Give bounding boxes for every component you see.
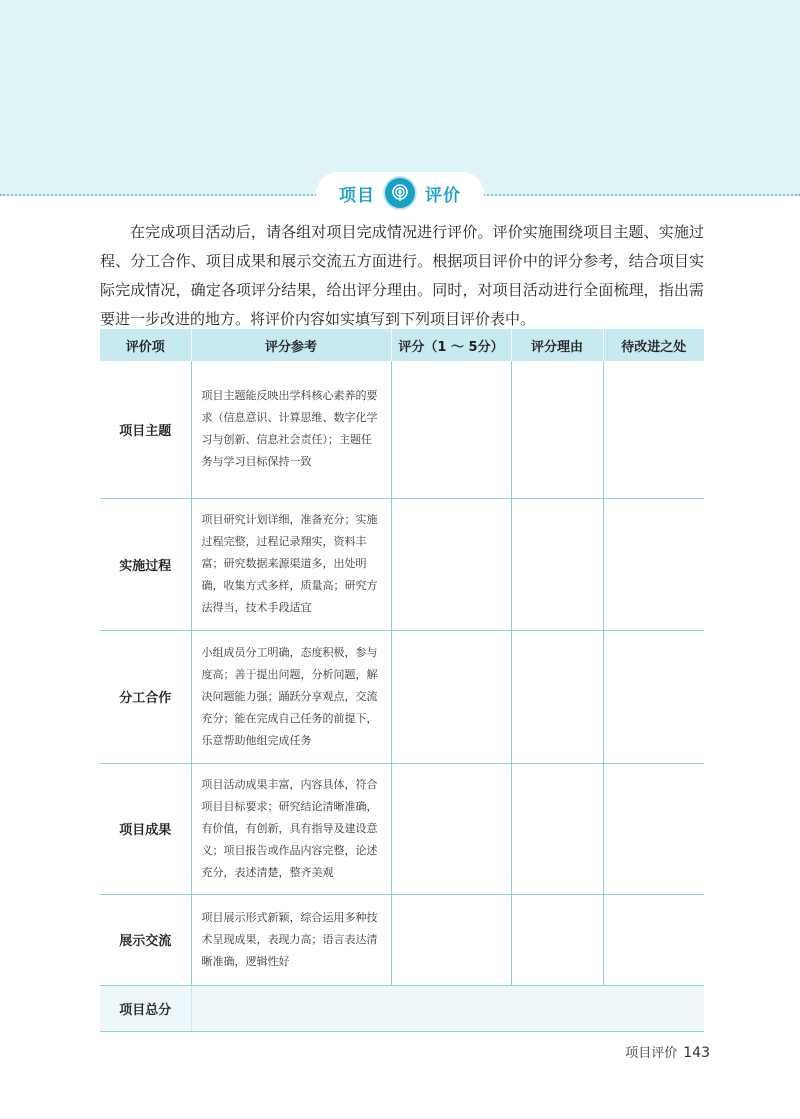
- table-row: [100, 894, 704, 985]
- score-cell[interactable]: [391, 361, 511, 498]
- page-footer: [610, 1042, 710, 1061]
- header-score: 评分（1 ～ 5分）: [391, 329, 511, 361]
- criterion-cell: 展示交流: [100, 894, 191, 985]
- header-criterion: 评价项: [100, 329, 191, 361]
- reference-cell: 小组成员分工明确，态度积极，参与度高；善于提出问题，分析问题，解决问题能力强；踊跃分享观点，交流充分；能在完成自己任务的前提下，乐意帮助他组完成任务: [191, 630, 391, 763]
- reference-cell: 项目研究计划详细，准备充分；实施过程完整，过程记录翔实，资料丰富；研究数据来源渠道多，出处明确，收集方式多样，质量高；研究方法得当，技术手段适宜: [191, 498, 391, 630]
- evaluation-table: [100, 329, 704, 1032]
- intro-paragraph: 在完成项目活动后，请各组对项目完成情况进行评价。评价实施围绕项目主题、实施过程、分工合作、项目成果和展示交流五方面进行。根据项目评价中的评分参考，结合项目实际完成情况，确定各项评分结果，给出评分理由。同时，对项目活动进行全面梳理，指出需要进一步改进的地方。将评价内容如实填写到下列项目评价表中。: [100, 223, 704, 328]
- section-heading: [316, 172, 484, 214]
- reason-cell[interactable]: [511, 763, 603, 894]
- improvement-cell[interactable]: [603, 498, 704, 630]
- criterion-cell: 分工合作: [100, 630, 191, 763]
- table-row: [100, 763, 704, 894]
- table-row: [100, 630, 704, 763]
- reason-cell[interactable]: [511, 498, 603, 630]
- footer-label: 项目评价: [625, 1046, 678, 1061]
- reason-cell[interactable]: [511, 630, 603, 763]
- reference-cell: 项目展示形式新颖，综合运用多种技术呈现成果，表现力高；语言表达清晰准确，逻辑性好: [191, 894, 391, 985]
- score-cell[interactable]: [391, 630, 511, 763]
- section-title-right: 评价: [425, 185, 461, 206]
- criterion-cell: 项目主题: [100, 361, 191, 498]
- podcast-icon: [385, 178, 415, 208]
- improvement-cell[interactable]: [603, 361, 704, 498]
- top-color-band: [0, 0, 800, 196]
- table-row: [100, 361, 704, 498]
- total-label: 项目总分: [100, 985, 191, 1031]
- total-row: [100, 985, 704, 1031]
- reason-cell[interactable]: [511, 894, 603, 985]
- score-cell[interactable]: [391, 763, 511, 894]
- reference-cell: 项目主题能反映出学科核心素养的要求（信息意识、计算思维、数字化学习与创新、信息社会责任）；主题任务与学习目标保持一致: [191, 361, 391, 498]
- improvement-cell[interactable]: [603, 894, 704, 985]
- total-score-cell[interactable]: [191, 985, 704, 1031]
- section-title-left: 项目: [339, 185, 375, 206]
- criterion-cell: 项目成果: [100, 763, 191, 894]
- table-row: [100, 498, 704, 630]
- improvement-cell[interactable]: [603, 630, 704, 763]
- header-reference: 评分参考: [191, 329, 391, 361]
- improvement-cell[interactable]: [603, 763, 704, 894]
- score-cell[interactable]: [391, 498, 511, 630]
- header-improvement: 待改进之处: [603, 329, 704, 361]
- table-header-row: [100, 329, 704, 361]
- reason-cell[interactable]: [511, 361, 603, 498]
- criterion-cell: 实施过程: [100, 498, 191, 630]
- page-number: 143: [683, 1045, 710, 1061]
- reference-cell: 项目活动成果丰富，内容具体，符合项目目标要求；研究结论清晰准确，有价值，有创新，具有指导及建设意义；项目报告或作品内容完整，论述充分，表述清楚，整齐美观: [191, 763, 391, 894]
- header-reason: 评分理由: [511, 329, 603, 361]
- score-cell[interactable]: [391, 894, 511, 985]
